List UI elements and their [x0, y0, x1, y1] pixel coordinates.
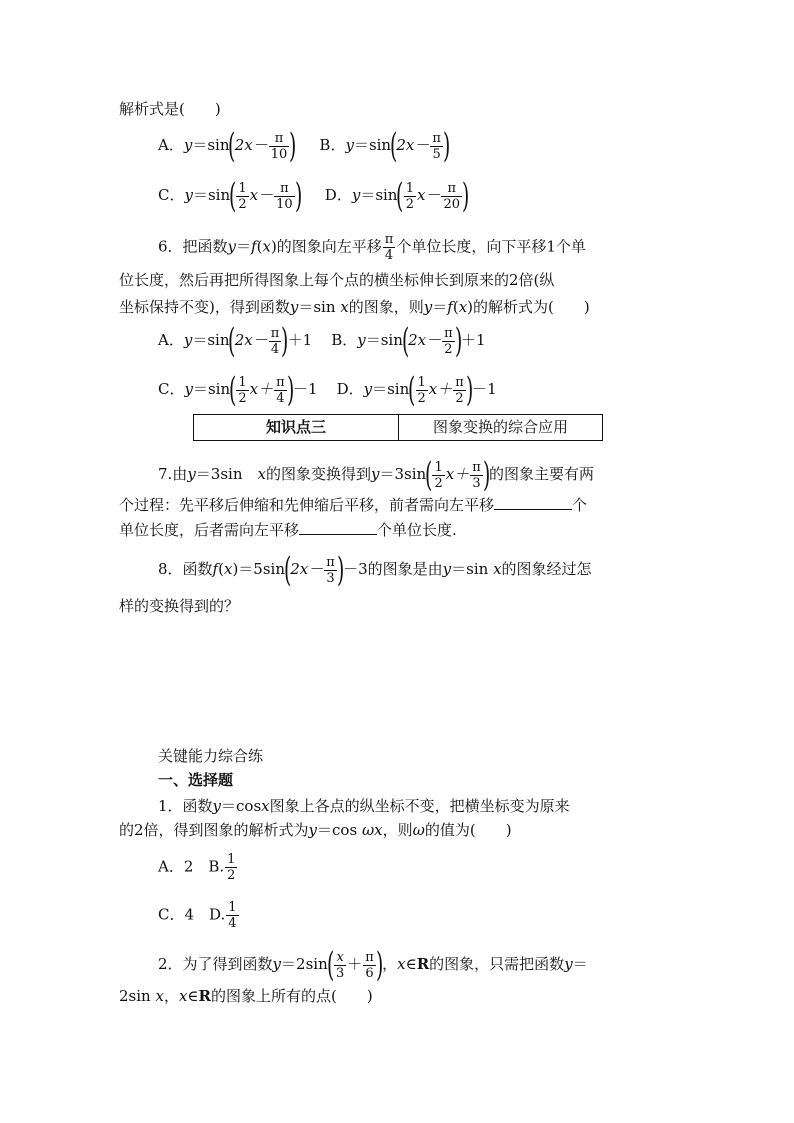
q7-line1: 7.由y＝3sin x的图象变换得到y＝3sin( $\frac{1}{2}$ x＋ $\frac{\pi}{3}$ )的图象主要有两	[158, 455, 595, 495]
p2-line1: 2．为了得到函数y＝2sin( $\frac{x}{3}$ ＋ $\frac{\pi}{6}$ )，x∈R的图象，只需把函数y＝	[158, 945, 588, 985]
p2-line2: 2sin x，x∈R的图象上所有的点( )	[119, 987, 373, 1005]
p1-options-ab: A．2 B. $\frac{1}{2}$	[158, 852, 236, 883]
q8-line2: 样的变换得到的？	[119, 597, 240, 615]
q5-options-ab: A．y＝sin(2x－ $\frac{\pi}{10}$ ) B．y＝sin(2x－ $\frac{\pi}{5}$ )	[158, 126, 451, 166]
q6-options-cd: C．y＝sin( $\frac{1}{2}$ x＋ $\frac{\pi}{4}$ )－1 D．y＝sin( $\frac{1}{2}$ x＋ $\frac{\pi}{2}$ )－1	[158, 370, 497, 410]
answer-blank-1[interactable]	[494, 495, 572, 510]
p1-line1: 1．函数y＝cosx图象上各点的纵坐标不变，把横坐标变为原来	[158, 797, 570, 815]
knowledge-point-topic: 图象变换的综合应用	[432, 418, 568, 436]
q6-line3: 坐标保持不变)，得到函数y＝sin x的图象，则y＝f(x)的解析式为( )	[119, 298, 590, 316]
q5-options-cd: C．y＝sin( $\frac{1}{2}$ x－ $\frac{\pi}{10}$ ) D．y＝sin( $\frac{1}{2}$ x－ $\frac{\pi}{20}$ )	[158, 176, 470, 216]
knowledge-point-box	[193, 414, 603, 441]
knowledge-point-label: 知识点三	[194, 415, 399, 440]
p1-options-cd: C．4 D. $\frac{1}{4}$	[158, 900, 237, 931]
q8-line1: 8．函数f(x)＝5sin(2x－ $\frac{\pi}{3}$ )－3的图象是由y＝sin x的图象经过怎	[158, 550, 592, 590]
answer-blank-2[interactable]	[299, 520, 377, 535]
q6-line1: 6．把函数y＝f(x)的图象向左平移 $\frac{\pi}{4}$ 个单位长度，向下平移1个单	[158, 232, 586, 263]
q7-line2: 个过程：先平移后伸缩和先伸缩后平移，前者需向左平移 个	[119, 496, 588, 514]
p1-line2: 的2倍，得到图象的解析式为y＝cos ωx，则ω的值为( )	[119, 821, 512, 839]
q6-options-ab: A．y＝sin(2x－ $\frac{\pi}{4}$ )＋1 B．y＝sin(2x－ $\frac{\pi}{2}$ )＋1	[158, 321, 486, 361]
q7-line3: 单位长度，后者需向左平移 个单位长度.	[119, 521, 457, 539]
section-title: 关键能力综合练	[158, 747, 264, 765]
q5-stem-tail: 解析式是( )	[119, 100, 221, 118]
q6-line2: 位长度，然后再把所得图象上每个点的横坐标伸长到原来的2倍(纵	[119, 271, 555, 289]
section-subtitle: 一、选择题	[158, 771, 234, 789]
